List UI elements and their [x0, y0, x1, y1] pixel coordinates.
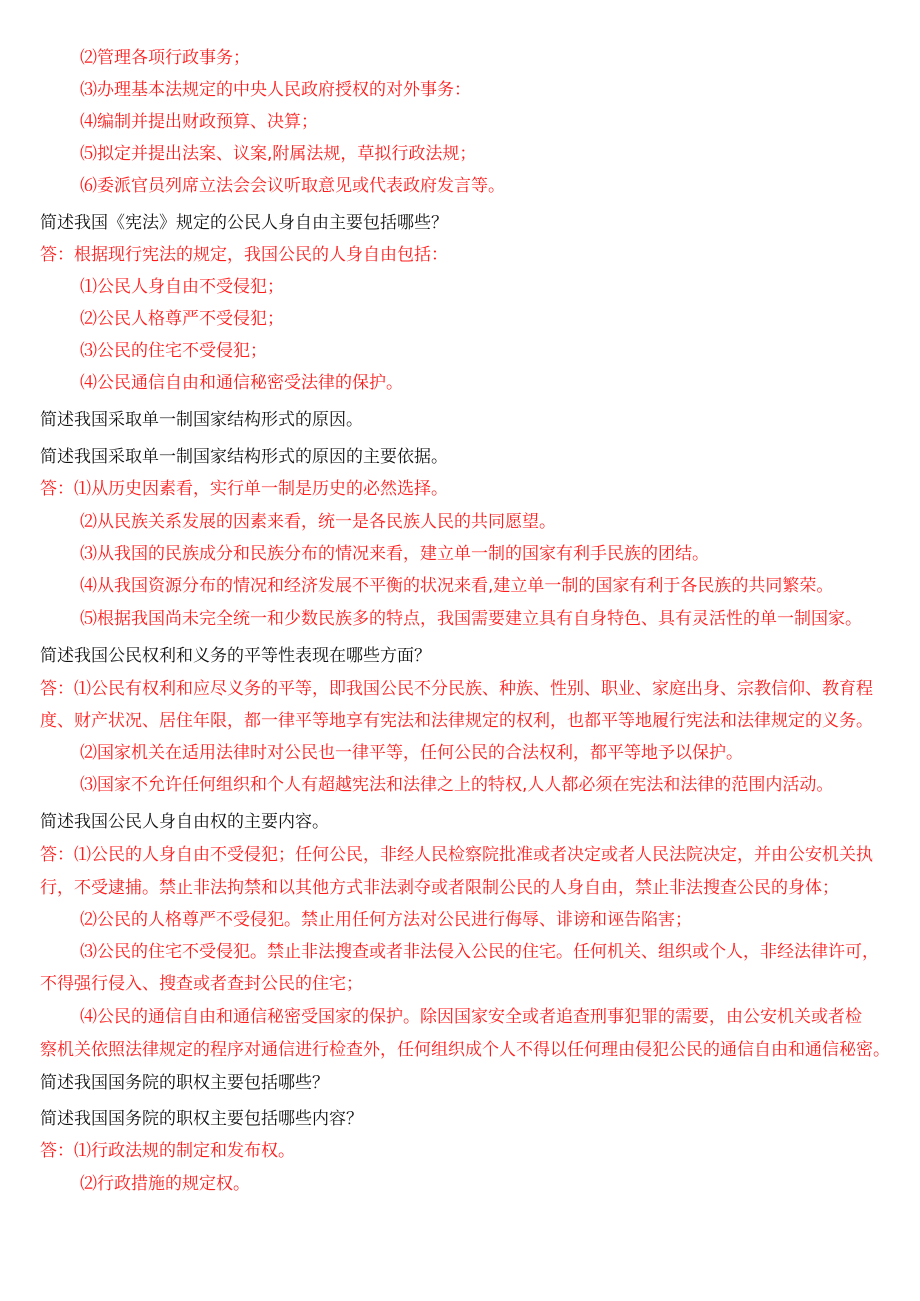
- answer-line: 答：⑴公民的人身自由不受侵犯；任何公民，非经人民检察院批准或者决定或者人民法院决定，并由公安机关执: [40, 845, 873, 865]
- text-line: ⑷公民的通信自由和通信秘密受国家的保护。除因国家安全或者追查刑事犯罪的需要，由公安机关或者检: [80, 1007, 862, 1027]
- text-line: ⑷编制并提出财政预算、决算；: [80, 112, 318, 132]
- question-line: 简述我国国务院的职权主要包括哪些？: [40, 1073, 329, 1093]
- text-line: ⑶办理基本法规定的中央人民政府授权的对外事务：: [80, 80, 471, 100]
- text-line: ⑵公民的人格尊严不受侵犯。禁止用任何方法对公民进行侮辱、诽谤和诬告陷害；: [80, 910, 692, 930]
- text-line: ⑶公民的住宅不受侵犯；: [80, 341, 267, 361]
- answer-line: 答：⑴从历史因素看，实行单一制是历史的必然选择。: [40, 479, 448, 499]
- text-line: ⑷从我国资源分布的情况和经济发展不平衡的状况来看,建立单一制的国家有利于各民族的共同繁荣。: [80, 576, 834, 596]
- answer-line: 答：根据现行宪法的规定，我国公民的人身自由包括：: [40, 245, 448, 265]
- text-line: ⑵公民人格尊严不受侵犯；: [80, 309, 284, 329]
- text-line: ⑵行政措施的规定权。: [80, 1174, 250, 1194]
- text-line: ⑶国家不允许任何组织和个人有超越宪法和法律之上的特权,人人都必须在宪法和法律的范围内活动。: [80, 775, 834, 795]
- text-line: ⑶从我国的民族成分和民族分布的情况来看，建立单一制的国家有利手民族的团结。: [80, 544, 709, 564]
- text-line: ⑵国家机关在适用法律时对公民也一律平等，任何公民的合法权利，都平等地予以保护。: [80, 743, 743, 763]
- answer-line: 行，不受逮捕。禁止非法拘禁和以其他方式非法剥夺或者限制公民的人身自由，禁止非法搜查公民的身体；: [40, 878, 839, 898]
- text-line: ⑶公民的住宅不受侵犯。禁止非法搜查或者非法侵入公民的住宅。任何机关、组织或个人，非经法律许可，: [80, 942, 879, 962]
- answer-line: 察机关依照法律规定的程序对通信进行检查外，任何组织成个人不得以任何理由侵犯公民的通信自由和通信秘密。: [40, 1040, 890, 1060]
- answer-line: 不得强行侵入、搜查或者查封公民的住宅；: [40, 974, 363, 994]
- answer-line: 度、财产状况、居住年限，都一律平等地享有宪法和法律规定的权利，也都平等地履行宪法和法律规定的义务。: [40, 711, 873, 731]
- text-line: ⑵从民族关系发展的因素来看，统一是各民族人民的共同愿望。: [80, 512, 556, 532]
- question-line: 简述我国采取单一制国家结构形式的原因的主要依据。: [40, 447, 448, 467]
- text-line: ⑵管理各项行政事务；: [80, 48, 250, 68]
- text-line: ⑸拟定并提出法案、议案,附属法规，草拟行政法规；: [80, 144, 477, 164]
- question-line: 简述我国公民权利和义务的平等性表现在哪些方面？: [40, 646, 431, 666]
- question-line: 简述我国国务院的职权主要包括哪些内容？: [40, 1109, 363, 1129]
- question-line: 简述我国《宪法》规定的公民人身自由主要包括哪些？: [40, 213, 448, 233]
- text-line: ⑷公民通信自由和通信秘密受法律的保护。: [80, 373, 403, 393]
- text-line: ⑸根据我国尚未完全统一和少数民族多的特点，我国需要建立具有自身特色、具有灵活性的单一制国家。: [80, 609, 862, 629]
- text-line: ⑹委派官员列席立法会会议听取意见或代表政府发言等。: [80, 176, 505, 196]
- text-line: ⑴公民人身自由不受侵犯；: [80, 277, 284, 297]
- question-line: 简述我国公民人身自由权的主要内容。: [40, 812, 329, 832]
- answer-line: 答：⑴公民有权利和应尽义务的平等，即我国公民不分民族、种族、性别、职业、家庭出身、宗教信仰、教育程: [40, 679, 873, 699]
- answer-line: 答：⑴行政法规的制定和发布权。: [40, 1141, 295, 1161]
- question-line: 简述我国采取单一制国家结构形式的原因。: [40, 410, 363, 430]
